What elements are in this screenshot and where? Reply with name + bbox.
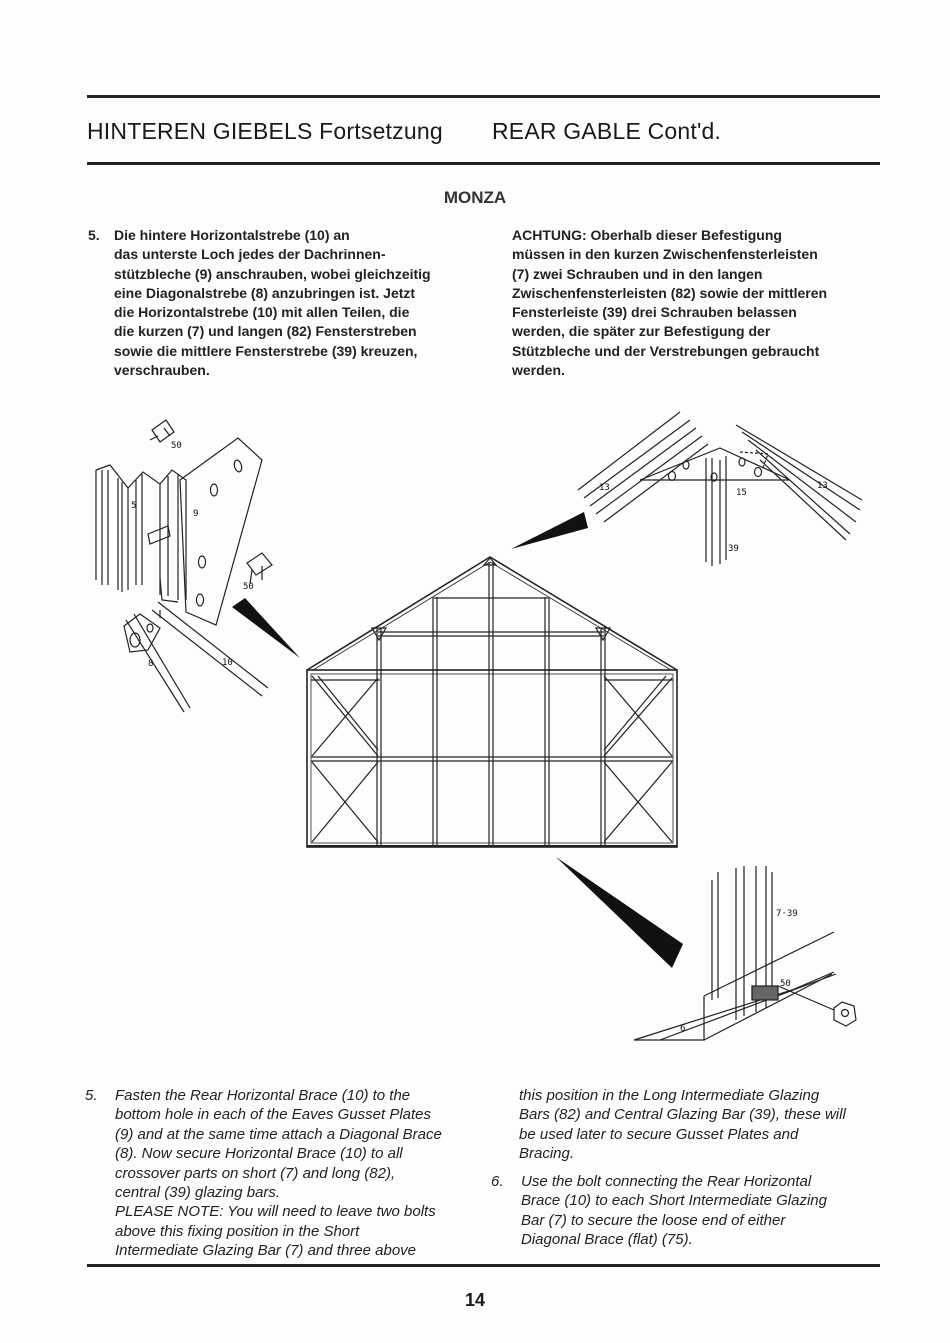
model-subtitle: MONZA [443,188,507,207]
english-step-5 [85,1086,495,1261]
text-line: central (39) glazing bars. [115,1184,281,1202]
text-line: Bar (7) to secure the loose end of either [521,1211,786,1229]
text-line: ACHTUNG: Oberhalb dieser Befestigung [512,227,782,243]
label-6: 6 [680,1024,686,1034]
text-line: Brace (10) to each Short Intermediate Glazing [521,1192,827,1210]
label-13: 13 [817,481,828,491]
text-line: Zwischenfensterleisten (82) sowie der mittleren [512,284,828,301]
label-39: 39 [728,544,739,554]
label-10: 10 [222,658,233,668]
label-7-39: 7·39 [776,909,798,919]
text-line: (7) zwei Schrauben und in den langen [512,265,763,282]
text-line: eine Diagonalstrebe (8) anzubringen ist. Jetzt [114,284,416,301]
label-50: 50 [780,979,791,989]
title-german: HINTEREN GIEBELS Fortsetzung [87,118,443,144]
text-line: Fensterleiste (39) drei Schrauben belassen [512,304,797,321]
text-line: PLEASE NOTE: You will need to leave two bolts [115,1203,436,1221]
text-line: Bracing. [519,1145,575,1163]
english-step-5-continued [519,1086,899,1164]
label-50: 50 [243,582,254,592]
text-line: müssen in den kurzen Zwischenfensterleisten [512,246,818,263]
pointer-wedge-bottom [556,857,683,968]
label-50: 50 [171,441,182,451]
english-step-6 [491,1172,901,1250]
text-line: this position in the Long Intermediate Glazing [519,1087,820,1104]
text-line: die kurzen (7) und langen (82) Fensterstreben [114,323,417,340]
text-line: (8). Now secure Horizontal Brace (10) to all [115,1145,403,1163]
text-line: (9) and at the same time attach a Diagonal Brace [115,1125,442,1143]
label-8: 8 [148,659,154,669]
title-english: REAR GABLE Cont'd. [492,118,722,144]
text-line: Diagonal Brace (flat) (75). [521,1231,693,1249]
text-line: sowie die mittlere Fensterstrebe (39) kreuzen, [114,342,418,359]
text-line: werden. [512,362,565,379]
text-line: Bars (82) and Central Glazing Bar (39), these will [519,1106,846,1124]
text-line: Fasten the Rear Horizontal Brace (10) to the [115,1087,411,1104]
text-line: Use the bolt connecting the Rear Horizontal [521,1173,812,1190]
step-number: 5. [85,1087,98,1104]
text-line: crossover parts on short (7) and long (82), [115,1164,396,1182]
text-line: verschrauben. [114,362,210,379]
gable-frame [307,557,677,847]
text-line: bottom hole in each of the Eaves Gusset Plates [115,1106,432,1124]
step-number: 6. [491,1173,504,1190]
text-line: die Horizontalstrebe (10) mit allen Teilen, die [114,304,410,321]
pointer-wedge-left [232,598,300,658]
label-15: 15 [736,488,747,498]
text-line: das unterste Loch jedes der Dachrinnen- [114,246,386,263]
label-13: 13 [599,483,610,493]
pointer-wedge-top-right [511,512,588,549]
label-9: 9 [193,509,199,519]
text-line: werden, die später zur Befestigung der [512,323,771,340]
text-line: Stützbleche und der Verstrebungen gebraucht [512,342,820,359]
text-line: above this fixing position in the Short [115,1222,360,1240]
text-line: be used later to secure Gusset Plates and [519,1125,799,1143]
page-number: 14 [464,1290,486,1310]
text-line: Die hintere Horizontalstrebe (10) an [114,227,350,243]
text-line: stützbleche (9) anschrauben, wobei gleichzeitig [114,265,431,282]
text-line: Intermediate Glazing Bar (7) and three above [115,1242,417,1260]
label-5: 5 [131,501,137,511]
detail-gusset-left [96,420,272,712]
step-number: 5. [88,227,100,243]
